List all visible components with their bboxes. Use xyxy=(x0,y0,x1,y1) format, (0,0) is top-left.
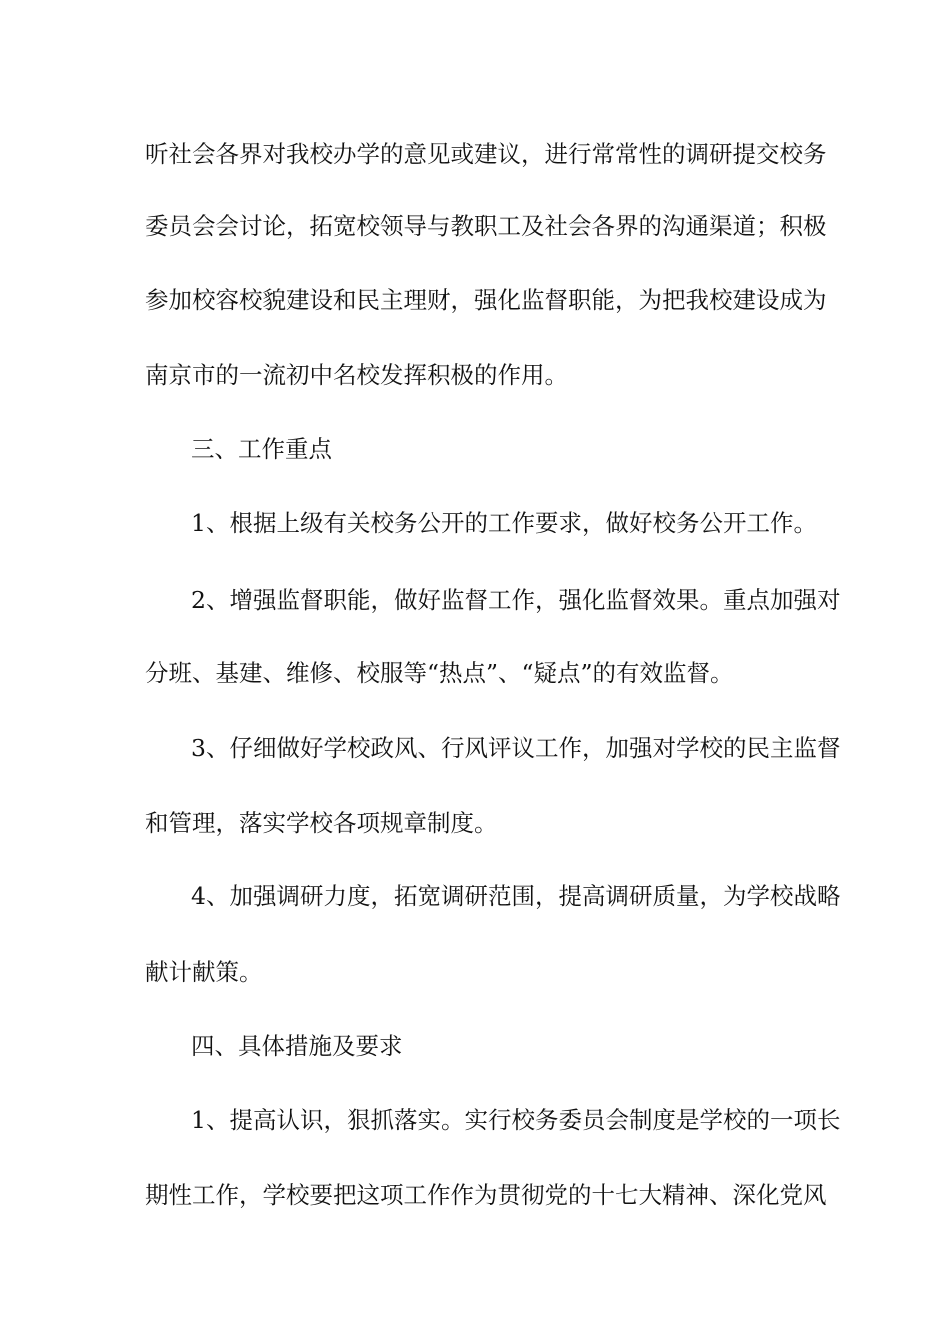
paragraph-line: 委员会会讨论，拓宽校领导与教职工及社会各界的沟通渠道；积极 xyxy=(145,212,827,240)
list-item: 1、提高认识，狠抓落实。实行校务委员会制度是学校的一项长 xyxy=(191,1106,841,1134)
paragraph-line: 献计献策。 xyxy=(145,958,263,986)
paragraph-line: 参加校容校貌建设和民主理财，强化监督职能，为把我校建设成为 xyxy=(145,286,827,314)
section-heading: 三、工作重点 xyxy=(191,435,332,463)
list-item: 1、根据上级有关校务公开的工作要求，做好校务公开工作。 xyxy=(191,509,817,537)
paragraph-line: 南京市的一流初中名校发挥积极的作用。 xyxy=(145,361,568,389)
list-item: 3、仔细做好学校政风、行风评议工作，加强对学校的民主监督 xyxy=(191,734,841,762)
list-item: 4、加强调研力度，拓宽调研范围，提高调研质量，为学校战略 xyxy=(191,882,841,910)
paragraph-line: 期性工作，学校要把这项工作作为贯彻党的十七大精神、深化党风 xyxy=(145,1181,827,1209)
section-heading: 四、具体措施及要求 xyxy=(191,1032,403,1060)
paragraph-line: 分班、基建、维修、校服等“热点”、“疑点”的有效监督。 xyxy=(145,659,734,687)
list-item: 2、增强监督职能，做好监督工作，强化监督效果。重点加强对 xyxy=(191,586,841,614)
paragraph-line: 和管理，落实学校各项规章制度。 xyxy=(145,809,498,837)
paragraph-line: 听社会各界对我校办学的意见或建议，进行常常性的调研提交校务 xyxy=(145,140,827,168)
